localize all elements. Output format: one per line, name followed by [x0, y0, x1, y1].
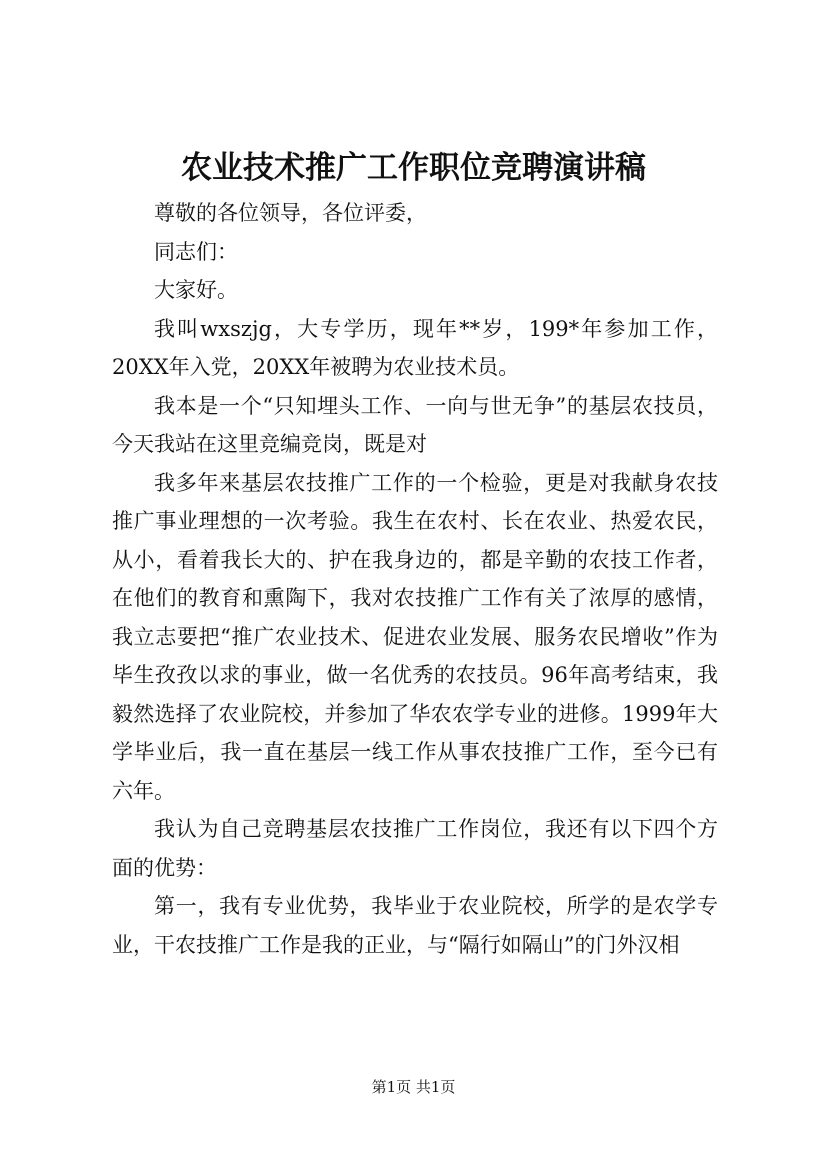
paragraph-advantages-intro: 我认为自己竞聘基层农技推广工作岗位，我还有以下四个方面的优势：	[112, 817, 718, 880]
paragraph-comrades: 同志们：	[154, 239, 238, 264]
document-body	[112, 194, 718, 964]
document-title: 农业技术推广工作职位竞聘演讲稿	[181, 150, 646, 186]
paragraph-introduction: 我叫wxszjg，大专学历，现年**岁，199*年参加工作，20XX年入党，20XX年被聘为农业技术员。	[112, 316, 718, 379]
paragraph-greeting: 大家好。	[154, 278, 238, 302]
paragraph-first-advantage: 第一，我有专业优势，我毕业于农业院校，所学的是农学专业，干农技推广工作是我的正业，与“隔行如隔山”的门外汉相	[112, 894, 718, 957]
paragraph-motivation: 我多年来基层农技推广工作的一个检验，更是对我献身农技推广事业理想的一次考验。我生在农村、长在农业、热爱农民，从小，看着我长大的、护在我身边的，都是辛勤的农技工作者，在他们的教育和熏陶下，我对农技推广工作有关了浓厚的感情，我立志要把“推广农业技术、促进农业发展、服务农民增收”作为毕生孜孜以求的事业，做一名优秀的农技员。96年高考结束，我毅然选择了农业院校，并参加了华农农学专业的进修。1999年大学毕业后，我一直在基层一线工作从事农技推广工作，至今已有六年。	[112, 470, 718, 803]
paragraph-background: 我本是一个“只知埋头工作、一向与世无争”的基层农技员，今天我站在这里竞编竞岗，既是对	[112, 393, 718, 456]
page-footer: 第1页 共1页	[371, 1078, 456, 1096]
paragraph-salutation: 尊敬的各位领导，各位评委，	[154, 201, 427, 225]
